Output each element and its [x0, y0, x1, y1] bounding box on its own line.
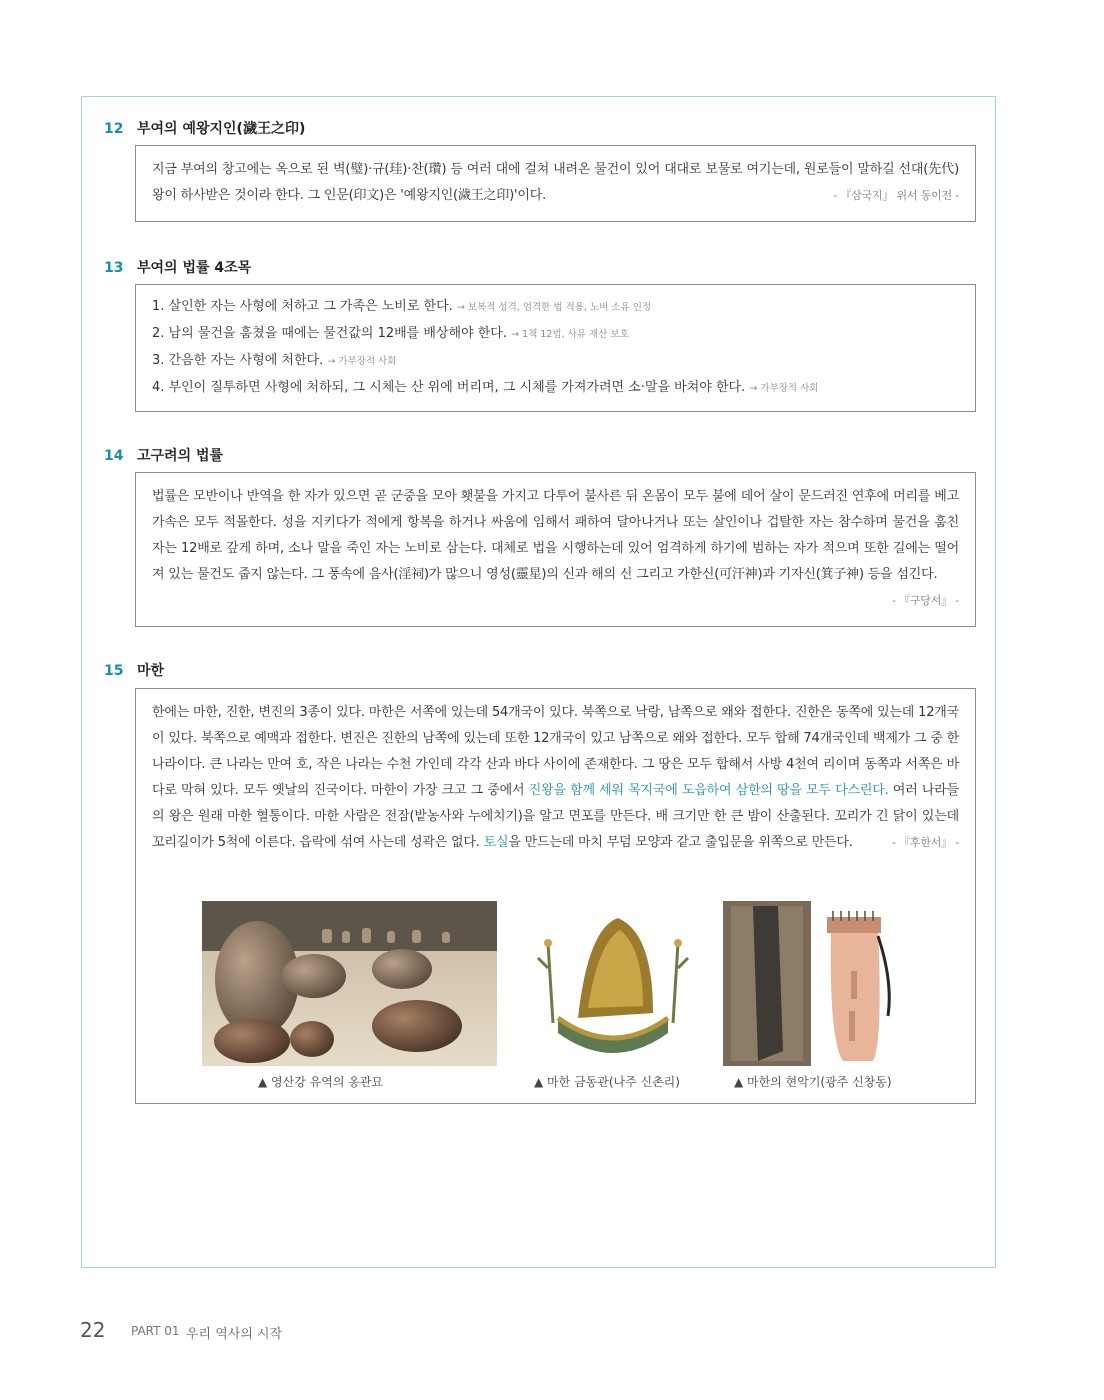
section-title: 고구려의 법률 — [137, 448, 224, 464]
quote-text: 법률은 모반이나 반역을 한 자가 있으면 곧 군중을 모아 횃불을 가지고 다투어 불사른 뒤 온몸이 모두 불에 데어 살이 문드러진 연후에 머리를 베고 가속은 모두 적몰한다. 성을 지키다가 적에게 항복을 하거나 싸움에 임해서 패하여 달아나거나 또는 살인이나 겁탈한 자는 참수하며 물건을 훔친 자는 12배로 갚게 하며, 소나 말을 죽인 자는 노비로 삼는다. 대체로 법을 시행하는데 있어 엄격하게 하기에 범하는 자가 적으며 또한 길에는 떨어져 있는 물건도 줍지 않는다. 그 풍속에 음사(淫祠)가 많으니 영성(靈星)의 신과 해의 신 그리고 가한신(可汗神)과 기자신(箕子神) 등을 섬긴다. — [152, 489, 959, 582]
photo-caption: ▲ 마한의 현악기(광주 신창동) — [734, 1075, 892, 1089]
string-instrument-photo — [723, 901, 898, 1066]
section-15-text — [152, 700, 959, 856]
law-note: → 가부장적 사회 — [749, 383, 819, 394]
photo-caption: ▲ 영산강 유역의 옹관묘 — [258, 1075, 384, 1089]
section-13-box — [135, 284, 976, 412]
section-13-heading — [104, 257, 251, 277]
source-citation: - 『구당서』 - — [891, 594, 959, 607]
section-12-text — [152, 157, 959, 209]
law-item — [152, 375, 959, 402]
law-item — [152, 321, 959, 348]
quote-text: 한에는 마한, 진한, 변진의 3종이 있다. 마한은 서쪽에 있는데 54개국이 있다. 북쪽으로 낙랑, 남쪽으로 왜와 접한다. 진한은 동쪽에 있는데 12개국이 있다. 북쪽으로 예맥과 접한다. 변진은 진한의 남쪽에 있는데 또한 12개국이 있고 남쪽으로 왜와 접한다. 모두 합해 74개국인데 백제가 그 중 한 나라이다. 큰 나라는 만여 호, 작은 나라는 수천 가인데 각각 산과 바다 사이에 존재한다. 그 땅은 모두 합해서 사방 4천여 리이며 동쪽과 서쪽은 바다로 막혀 있다. 모두 옛날의 진국이다. 마한이 가장 크고 그 중에서 — [152, 705, 959, 798]
highlight-text: 토실 — [483, 835, 509, 850]
quote-text: 지금 부여의 창고에는 옥으로 된 벽(璧)·규(珪)·찬(瓚) 등 여러 대에 걸쳐 내려온 물건이 있어 대대로 보물로 여기는데, 원로들이 말하길 선대(先代) 왕이 하사받은 것이라 한다. 그 인문(印文)은 '예왕지인(濊王之印)'이다. — [152, 162, 959, 203]
section-14-heading — [104, 445, 223, 465]
law-text: 2. 남의 물건을 훔쳤을 때에는 물건값의 12배를 배상해야 한다. — [152, 326, 507, 341]
section-12-heading — [104, 118, 305, 138]
gilt-bronze-crown-photo — [528, 908, 698, 1063]
law-note: → 가부장적 사회 — [327, 356, 397, 367]
section-14-text — [152, 484, 959, 607]
jar-coffin-photo — [202, 901, 497, 1066]
section-12-box — [135, 145, 976, 222]
page-number: 22 — [80, 1318, 106, 1342]
photo-caption: ▲ 마한 금동관(나주 신촌리) — [534, 1075, 680, 1089]
law-item — [152, 348, 959, 375]
part-label: PART 01 — [131, 1324, 180, 1338]
section-title: 마한 — [137, 663, 165, 679]
law-text: 3. 간음한 자는 사형에 처한다. — [152, 353, 324, 368]
source-citation: - 『후한서』 - — [891, 836, 959, 849]
section-14-box — [135, 472, 976, 627]
quote-text: 여러 나라들의 왕은 원래 마한 혈통이다. 마한 사람은 전잠(밭농사와 누에치기)을 알고 면포를 만든다. 배 크기만 한 큰 밤이 산출된다. 꼬리가 긴 닭이 있는데 꼬리길이가 5척에 이른다. 읍락에 섞여 사는데 성곽은 없다. — [152, 783, 959, 850]
law-item — [152, 294, 959, 321]
highlight-text: 진왕을 함께 세워 목지국에 도읍하여 삼한의 땅을 모두 다스린다. — [528, 783, 889, 798]
law-note: → 보복적 성격, 엄격한 법 적용, 노비 소유 인정 — [456, 302, 652, 313]
source-citation: - 『삼국지』 위서 동이전 - — [833, 189, 959, 202]
section-title: 부여의 법률 4조목 — [137, 260, 252, 276]
chapter-title: 우리 역사의 시작 — [186, 1327, 283, 1342]
section-15-heading — [104, 660, 164, 680]
section-number: 14 — [104, 448, 124, 464]
section-title: 부여의 예왕지인(濊王之印) — [137, 121, 306, 137]
law-note: → 1책 12법, 사유 재산 보호 — [511, 329, 629, 340]
law-text: 1. 살인한 자는 사형에 처하고 그 가족은 노비로 한다. — [152, 299, 453, 314]
section-number: 15 — [104, 663, 124, 679]
law-text: 4. 부인이 질투하면 사형에 처하되, 그 시체는 산 위에 버리며, 그 시체를 가져가려면 소·말을 바쳐야 한다. — [152, 380, 746, 395]
quote-text: 을 만드는데 마치 무덤 모양과 같고 출입문을 위쪽으로 만든다. — [508, 835, 853, 850]
section-number: 12 — [104, 121, 124, 137]
section-number: 13 — [104, 260, 124, 276]
